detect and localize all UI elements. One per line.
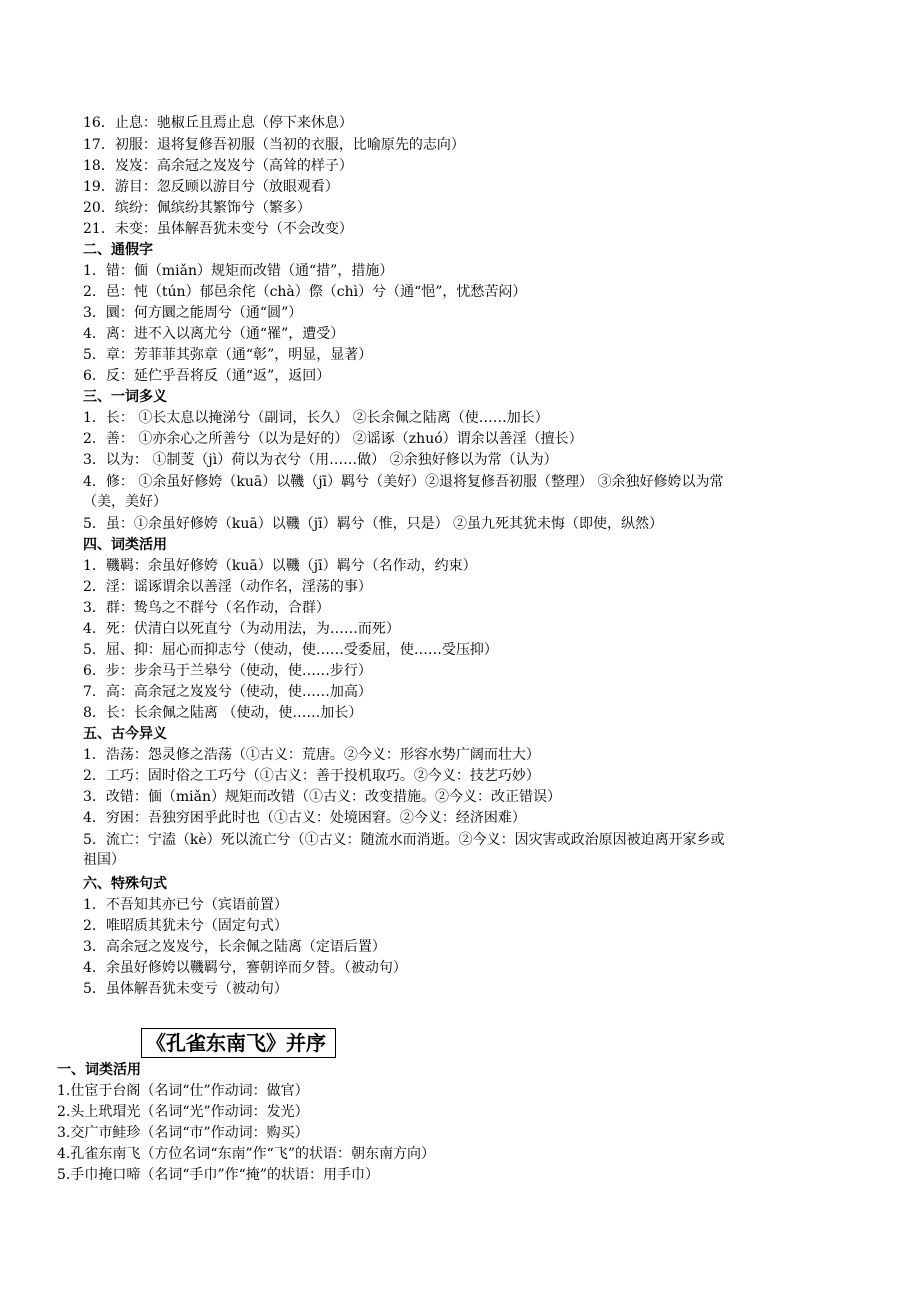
list-item: 3．圜：何方圜之能周兮（通“圆”） — [83, 305, 303, 321]
list-item: 5．流亡：宁溘（kè）死以流亡兮（①古义：随流水而消逝。②今义：因灾害或政治原因被迫离开家乡或 — [83, 832, 725, 848]
list-item: 16．止息：驰椒丘且焉止息（停下来休息） — [83, 115, 353, 131]
section-heading: 六、特殊句式 — [83, 876, 167, 892]
page-title: 《孔雀东南飞》并序 — [146, 1031, 326, 1055]
section-heading: 三、一词多义 — [83, 389, 167, 405]
list-item: 4．死：伏清白以死直兮（为动用法，为……而死） — [83, 621, 400, 637]
section-heading: 四、词类活用 — [83, 537, 167, 553]
list-item: 2．唯昭质其犹未兮（固定句式） — [83, 918, 288, 934]
list-item: 5．章：芳菲菲其弥章（通“彰”，明显，显著） — [83, 347, 373, 363]
list-item: 2.头上玳瑁光（名词“光”作动词：发光） — [57, 1104, 309, 1120]
list-item-continuation: 祖国） — [83, 852, 125, 868]
list-item: 3．以为： ①制芰（jì）荷以为衣兮（用……做） ②余独好修以为常（认为） — [83, 452, 558, 468]
list-item: 3．高余冠之岌岌兮，长余佩之陆离（定语后置） — [83, 939, 386, 955]
section-heading: 五、古今异义 — [83, 726, 167, 742]
list-item: 6．步：步余马于兰皋兮（使动，使……步行） — [83, 663, 372, 679]
list-item: 4．离：进不入以离尤兮（通“罹”，遭受） — [83, 326, 345, 342]
list-item: 3．群：鸷鸟之不群兮（名作动，合群） — [83, 600, 330, 616]
list-item: 4．余虽好修姱以鞿羁兮，謇朝谇而夕替。（被动句） — [83, 960, 407, 976]
list-item: 8．长：长余佩之陆离 （使动，使……加长） — [83, 705, 363, 721]
section-heading: 二、通假字 — [83, 242, 153, 258]
list-item: 2．邑：忳（tún）郁邑余侘（chà）傺（chì）兮（通“悒”，忧愁苦闷） — [83, 284, 527, 300]
list-item: 5.手巾掩口啼（名词“手巾”作“掩”的状语：用手巾） — [57, 1167, 379, 1183]
list-item: 3．改错：偭（miǎn）规矩而改错（①古义：改变措施。②今义：改正错误） — [83, 789, 562, 805]
list-item: 5．虽：①余虽好修姱（kuā）以鞿（jī）羁兮（惟，只是） ②虽九死其犹未悔（即使，纵然） — [83, 516, 664, 532]
list-item: 2．善： ①亦余心之所善兮（以为是好的） ②谣诼（zhuó）谓余以善淫（擅长） — [83, 431, 583, 447]
list-item: 2．淫：谣诼谓余以善淫（动作名，淫荡的事） — [83, 579, 372, 595]
list-item: 4．修： ①余虽好修姱（kuā）以鞿（jī）羁兮（美好）②退将复修吾初服（整理） ③余独好修姱以为常 — [83, 474, 724, 490]
list-item: 20．缤纷：佩缤纷其繁饰兮（繁多） — [83, 200, 311, 216]
list-item: 18．岌岌：高余冠之岌岌兮（高耸的样子） — [83, 158, 353, 174]
list-item: 4.孔雀东南飞（方位名词“东南”作“飞”的状语：朝东南方向） — [57, 1146, 435, 1162]
list-item: 5．屈、抑：屈心而抑志兮（使动，使……受委屈，使……受压抑） — [83, 642, 498, 658]
list-item: 17．初服：退将复修吾初服（当初的衣服，比喻原先的志向） — [83, 137, 465, 153]
list-item: 2．工巧：固时俗之工巧兮（①古义：善于投机取巧。②今义：技艺巧妙） — [83, 768, 540, 784]
list-item: 6．反：延伫乎吾将反（通“返”，返回） — [83, 368, 331, 384]
list-item: 3.交广市鲑珍（名词“市”作动词：购买） — [57, 1125, 309, 1141]
list-item: 1．不吾知其亦已兮（宾语前置） — [83, 897, 288, 913]
list-item: 1．错：偭（miǎn）规矩而改错（通“措”，措施） — [83, 263, 394, 279]
section-heading: 一、词类活用 — [57, 1062, 141, 1078]
list-item: 4．穷困：吾独穷困乎此时也（①古义：处境困窘。②今义：经济困难） — [83, 810, 526, 826]
list-item: 19．游目：忽反顾以游目兮（放眼观看） — [83, 179, 339, 195]
list-item: 1.仕宦于台阁（名词“仕”作动词：做官） — [57, 1083, 309, 1099]
list-item-continuation: （美，美好） — [83, 494, 167, 510]
list-item: 5．虽体解吾犹未变亏（被动句） — [83, 981, 288, 997]
list-item: 1．鞿羁：余虽好修姱（kuā）以鞿（jī）羁兮（名作动，约束） — [83, 558, 477, 574]
list-item: 1．长： ①长太息以掩涕兮（副词，长久） ②长余佩之陆离（使……加长） — [83, 410, 549, 426]
list-item: 7．高：高余冠之岌岌兮（使动，使……加高） — [83, 684, 372, 700]
list-item: 21．未变：虽体解吾犹未变兮（不会改变） — [83, 221, 353, 237]
list-item: 1．浩荡：怨灵修之浩荡（①古义：荒唐。②今义：形容水势广阔而壮大） — [83, 747, 540, 763]
